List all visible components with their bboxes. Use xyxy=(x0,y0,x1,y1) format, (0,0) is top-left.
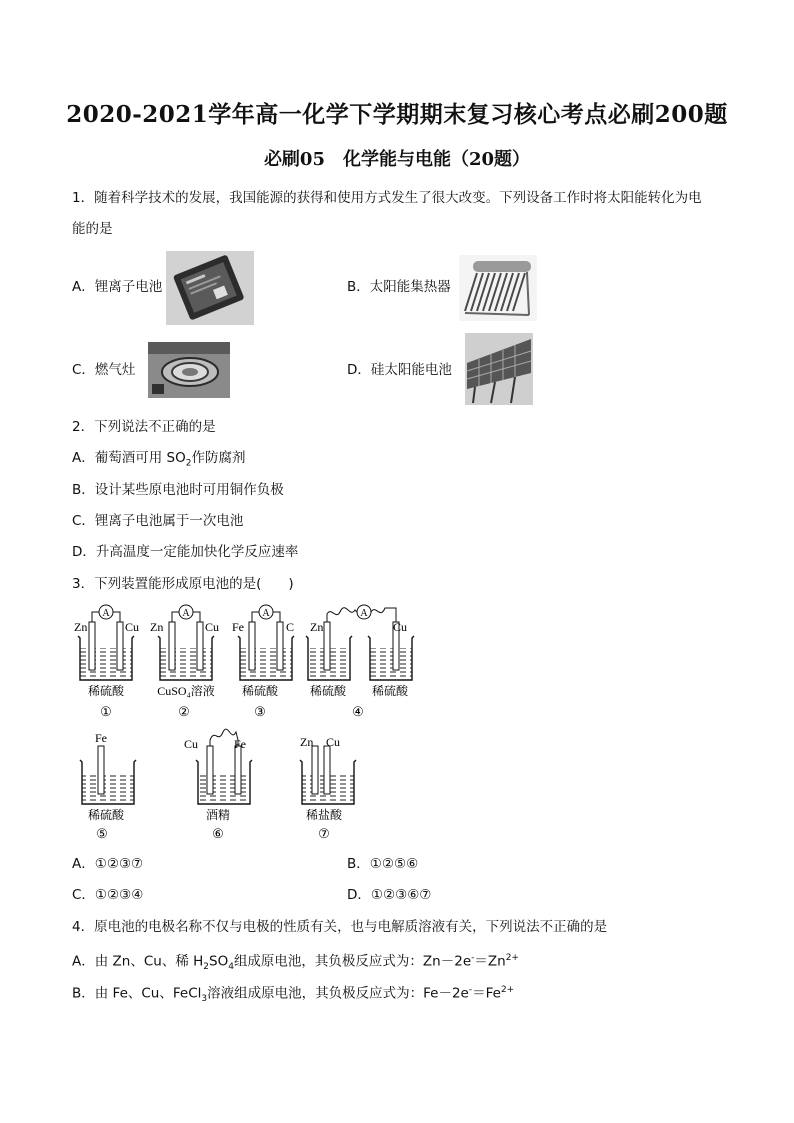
device-6-right-label: Fe xyxy=(234,737,246,751)
device-3-solution: 稀硫酸 xyxy=(241,684,279,698)
q4-option-b: B．由 Fe、Cu、FeCl$_3$溶液组成原电池，其负极反应式为：$Fe-2e^-=Fe^{2+}$ xyxy=(72,985,515,1005)
lithium-battery-photo xyxy=(166,251,254,325)
device-2-right-label: Cu xyxy=(205,620,220,634)
device-5-solution: 稀硫酸 xyxy=(87,808,125,822)
device-3-number: ③ xyxy=(254,704,266,719)
device-5 xyxy=(80,731,136,841)
q3-option-d: D．①②③⑥⑦ xyxy=(347,887,432,903)
ammeter-label-1: A xyxy=(102,608,110,619)
document-subtitle: 必刷05 化学能与电能（20题） xyxy=(263,149,531,170)
device-7-number: ⑦ xyxy=(318,826,330,841)
device-3-left-label: Fe xyxy=(232,620,244,634)
device-1-number: ① xyxy=(100,704,112,719)
device-4-left-label: Zn xyxy=(310,620,324,634)
device-4-number: ④ xyxy=(352,704,364,719)
q1-option-b: B．太阳能集热器 xyxy=(347,279,451,295)
device-7-right-label: Cu xyxy=(326,735,341,749)
device-4-solution-left: 稀硫酸 xyxy=(309,684,347,698)
device-7 xyxy=(300,735,356,841)
ammeter-label-3: A xyxy=(262,608,270,619)
device-7-left-label: Zn xyxy=(300,735,314,749)
device-5-left-label: Fe xyxy=(95,731,107,745)
q2-option-c: C．锂离子电池属于一次电池 xyxy=(72,513,244,529)
q1-option-c: C．燃气灶 xyxy=(72,362,136,378)
q3-option-a: A．①②③⑦ xyxy=(72,856,144,872)
q3-option-c: C．①②③④ xyxy=(72,887,144,903)
ammeter-label-4: A xyxy=(360,608,368,619)
q1-option-a: A．锂离子电池 xyxy=(72,279,163,295)
document-title: 2020-2021学年高一化学下学期期末复习核心考点必刷200题 xyxy=(66,101,728,128)
q2-stem: 2．下列说法不正确的是 xyxy=(72,419,216,435)
q1-stem-line2: 能的是 xyxy=(72,221,113,237)
q4-option-a: A．由 Zn、Cu、稀 $H_2SO_4$组成原电池，其负极反应式为：$Zn-2e^-=Zn^{2+}$ xyxy=(72,953,519,973)
device-1-solution: 稀硫酸 xyxy=(87,684,125,698)
device-2-number: ② xyxy=(178,704,190,719)
q2-option-b: B．设计某些原电池时可用铜作负极 xyxy=(72,482,284,498)
silicon-solar-panel-photo xyxy=(465,333,533,405)
device-4 xyxy=(306,605,414,719)
device-2 xyxy=(150,605,219,719)
solar-water-heater-photo xyxy=(459,255,537,321)
q4-stem: 4．原电池的电极名称不仅与电极的性质有关，也与电解质溶液有关，下列说法不正确的是 xyxy=(72,919,608,935)
device-2-solution: CuSO₄溶液 xyxy=(157,684,215,698)
device-6-left-label: Cu xyxy=(184,737,199,751)
ammeter-label-2: A xyxy=(182,608,190,619)
device-3-right-label: C xyxy=(286,620,295,634)
device-1-right-label: Cu xyxy=(125,620,140,634)
q2-option-d: D．升高温度一定能加快化学反应速率 xyxy=(72,544,299,560)
device-3 xyxy=(232,605,294,719)
device-4-solution-right: 稀硫酸 xyxy=(371,684,409,698)
q3-apparatus-figure xyxy=(60,598,420,848)
q2-option-a: A．葡萄酒可用 $SO_2$作防腐剂 xyxy=(72,450,246,469)
q1-option-d: D．硅太阳能电池 xyxy=(347,362,452,378)
device-6-solution: 酒精 xyxy=(205,808,231,822)
device-6-number: ⑥ xyxy=(212,826,224,841)
device-6 xyxy=(184,729,252,841)
device-1-left-label: Zn xyxy=(74,620,88,634)
device-1 xyxy=(74,605,139,719)
q3-stem: 3．下列装置能形成原电池的是( ) xyxy=(72,576,294,592)
device-4-right-label: Cu xyxy=(393,620,408,634)
device-2-left-label: Zn xyxy=(150,620,164,634)
q1-stem-line1: 1．随着科学技术的发展，我国能源的获得和使用方式发生了很大改变。下列设备工作时将太阳能转化为电 xyxy=(72,190,702,206)
device-7-solution: 稀盐酸 xyxy=(305,808,343,822)
gas-stove-photo xyxy=(148,342,230,398)
q3-option-b: B．①②⑤⑥ xyxy=(347,856,419,872)
device-5-number: ⑤ xyxy=(96,826,108,841)
